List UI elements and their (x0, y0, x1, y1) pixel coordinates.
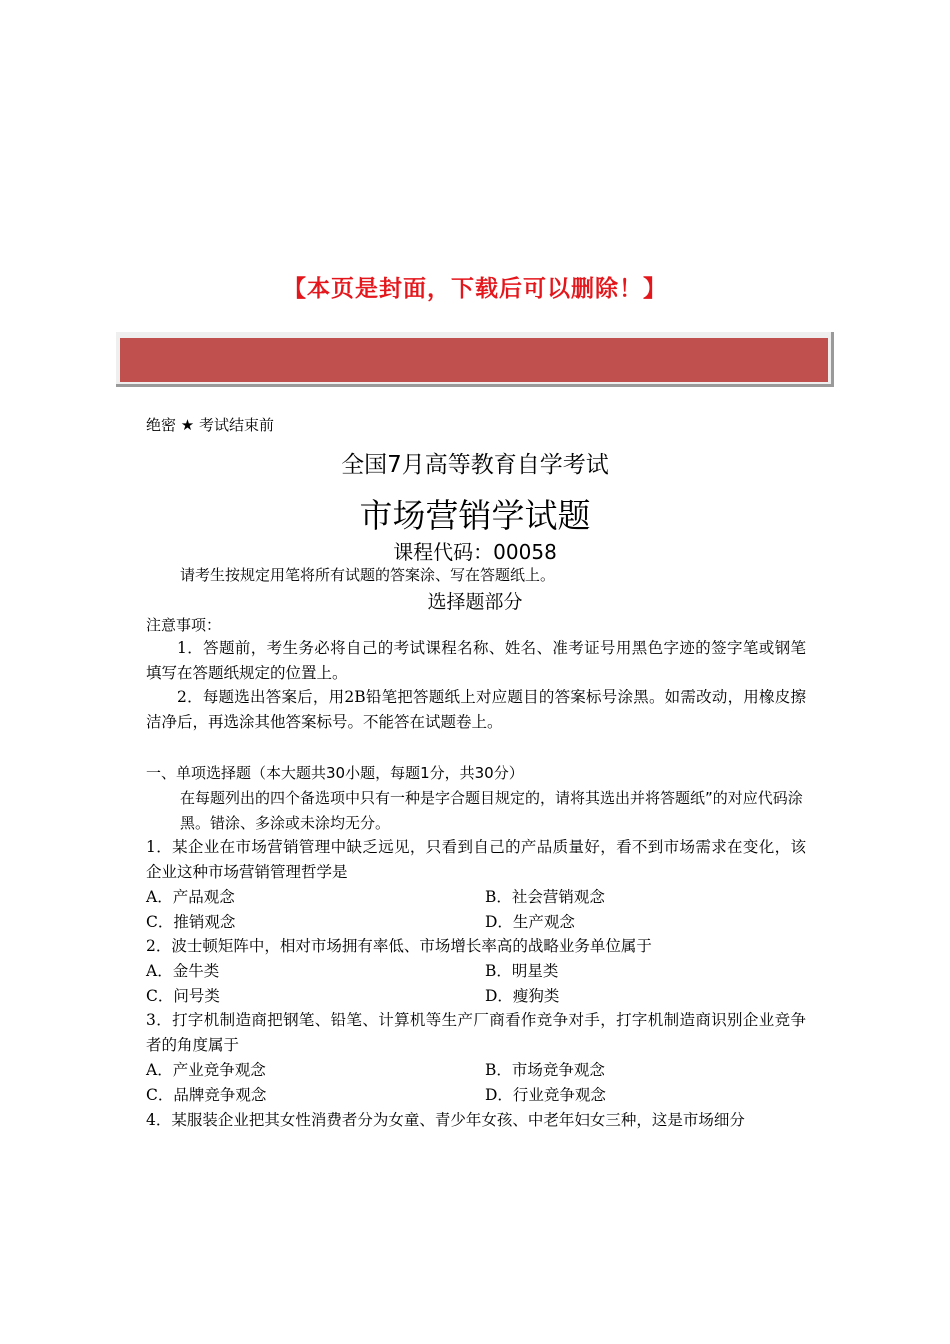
question-1-option-c: C．推销观念 (146, 913, 236, 931)
question-3-option-a: A．产业竞争观念 (146, 1061, 266, 1079)
question-2-stem: 2．波士顿矩阵中，相对市场拥有率低、市场增长率高的战略业务单位属于 (146, 937, 652, 955)
note-2: 2．每题选出答案后，用2B铅笔把答题纸上对应题目的答案标号涂黑。如需改动，用橡皮擦洁净后，再选涂其他答案标号。不能答在试题卷上。 (146, 688, 806, 731)
question-3-stem: 3．打字机制造商把钢笔、铅笔、计算机等生产厂商看作竞争对手，打字机制造商识别企业竞争者的角度属于 (146, 1011, 806, 1054)
question-2-option-b: B．明星类 (485, 962, 559, 980)
question-1-option-a: A．产品观念 (146, 888, 235, 906)
question-1-option-b: B．社会营销观念 (485, 888, 605, 906)
cover-note: 【本页是封面，下载后可以删除！】 (283, 276, 667, 302)
exam-title: 全国7月高等教育自学考试 (341, 452, 609, 478)
question-3-option-c: C．品牌竞争观念 (146, 1086, 267, 1104)
notes-heading: 注意事项： (146, 616, 222, 634)
secret-label: 绝密 ★ 考试结束前 (146, 416, 274, 434)
instruction: 请考生按规定用笔将所有试题的答案涂、写在答题纸上。 (180, 566, 556, 584)
question-1-stem: 1．某企业在市场营销管理中缺乏远见，只看到自己的产品质量好，看不到市场需求在变化，该企业这种市场营销管理哲学是 (146, 838, 806, 881)
question-3-option-b: B．市场竞争观念 (485, 1061, 605, 1079)
course-code: 课程代码：00058 (393, 540, 557, 564)
question-1-option-d: D．生产观念 (485, 913, 575, 931)
question-3-option-d: D．行业竞争观念 (485, 1086, 606, 1104)
part1-heading: 一、单项选择题（本大题共30小题，每题1分，共30分） (146, 764, 524, 782)
question-2-option-c: C．问号类 (146, 987, 220, 1005)
part1-description: 在每题列出的四个备选项中只有一种是字合题目规定的，请将其选出并将答题纸”的对应代码涂黑。错涂、多涂或未涂均无分。 (180, 789, 803, 832)
question-4-stem: 4．某服装企业把其女性消费者分为女童、青少年女孩、中老年妇女三种，这是市场细分 (146, 1111, 745, 1129)
question-2-option-a: A．金牛类 (146, 962, 220, 980)
subject-title: 市场营销学试题 (359, 496, 591, 535)
note-1: 1．答题前，考生务必将自己的考试课程名称、姓名、准考证号用黑色字迹的签字笔或钢笔填写在答题纸规定的位置上。 (146, 639, 806, 682)
question-2-option-d: D．瘦狗类 (485, 987, 560, 1005)
section-heading: 选择题部分 (427, 591, 523, 613)
title-banner (120, 338, 828, 382)
